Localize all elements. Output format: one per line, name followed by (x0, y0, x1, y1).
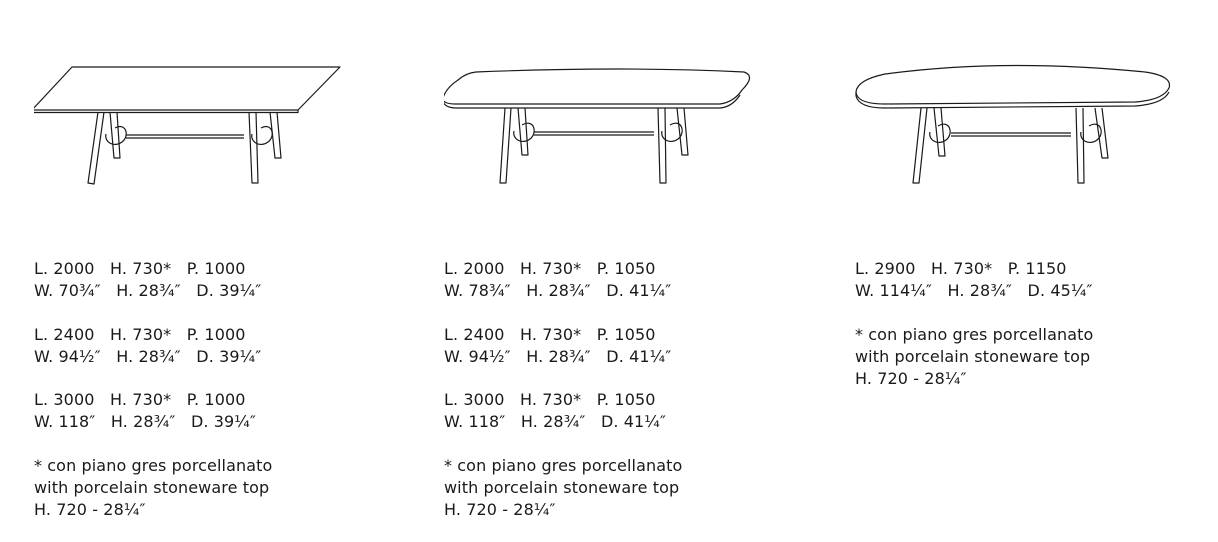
imperial-dimensions: W. 70¾″ H. 28¾″ D. 39¼″ (34, 281, 262, 300)
footnote-line: * con piano gres porcellanato (855, 324, 1094, 344)
metric-dimensions: L. 3000 H. 730* P. 1000 (34, 390, 246, 409)
footnote-line: H. 720 - 28¼″ (855, 368, 967, 388)
footnote-line: * con piano gres porcellanato (444, 455, 683, 475)
imperial-dimensions: W. 118″ H. 28¾″ D. 39¼″ (34, 412, 256, 431)
metric-dimensions: L. 2000 H. 730* P. 1050 (444, 259, 656, 278)
imperial-dimensions: W. 78¾″ H. 28¾″ D. 41¼″ (444, 281, 672, 300)
size-option (34, 389, 272, 433)
size-option (34, 324, 272, 368)
metric-dimensions: L. 2000 H. 730* P. 1000 (34, 259, 246, 278)
footnote-line: H. 720 - 28¼″ (444, 499, 556, 519)
imperial-dimensions: W. 94½″ H. 28¾″ D. 41¼″ (444, 346, 672, 366)
spec-list (855, 258, 1093, 411)
imperial-dimensions: W. 94½″ H. 28¾″ D. 39¼″ (34, 346, 262, 366)
metric-dimensions: L. 2900 H. 730* P. 1150 (855, 259, 1067, 278)
footnote-line: * con piano gres porcellanato (34, 455, 273, 475)
footnote-line: with porcelain stoneware top (444, 477, 680, 497)
oval-table-drawing (855, 0, 1185, 200)
product-rectangular-table (34, 0, 434, 526)
size-option (444, 324, 682, 368)
footnote-line: H. 720 - 28¼″ (34, 499, 146, 519)
metric-dimensions: L. 3000 H. 730* P. 1050 (444, 390, 656, 409)
metric-dimensions: L. 2400 H. 730* P. 1000 (34, 324, 246, 344)
size-option (444, 258, 682, 302)
imperial-dimensions: W. 118″ H. 28¾″ D. 41¼″ (444, 412, 666, 431)
rounded-rectangular-table-drawing (444, 0, 764, 200)
metric-dimensions: L. 2400 H. 730* P. 1050 (444, 324, 656, 344)
size-option (34, 258, 272, 302)
size-option (444, 389, 682, 433)
spec-list (444, 258, 682, 542)
footnote-line: with porcelain stoneware top (34, 477, 270, 497)
footnote (34, 455, 272, 521)
product-oval-table (855, 0, 1218, 526)
footnote-line: with porcelain stoneware top (855, 346, 1091, 366)
size-option (855, 258, 1093, 302)
footnote (444, 455, 682, 521)
spec-list (34, 258, 272, 542)
imperial-dimensions: W. 114¼″ H. 28¾″ D. 45¼″ (855, 281, 1093, 300)
footnote (855, 324, 1093, 390)
rectangular-table-drawing (34, 0, 354, 200)
product-rounded-table (444, 0, 844, 526)
